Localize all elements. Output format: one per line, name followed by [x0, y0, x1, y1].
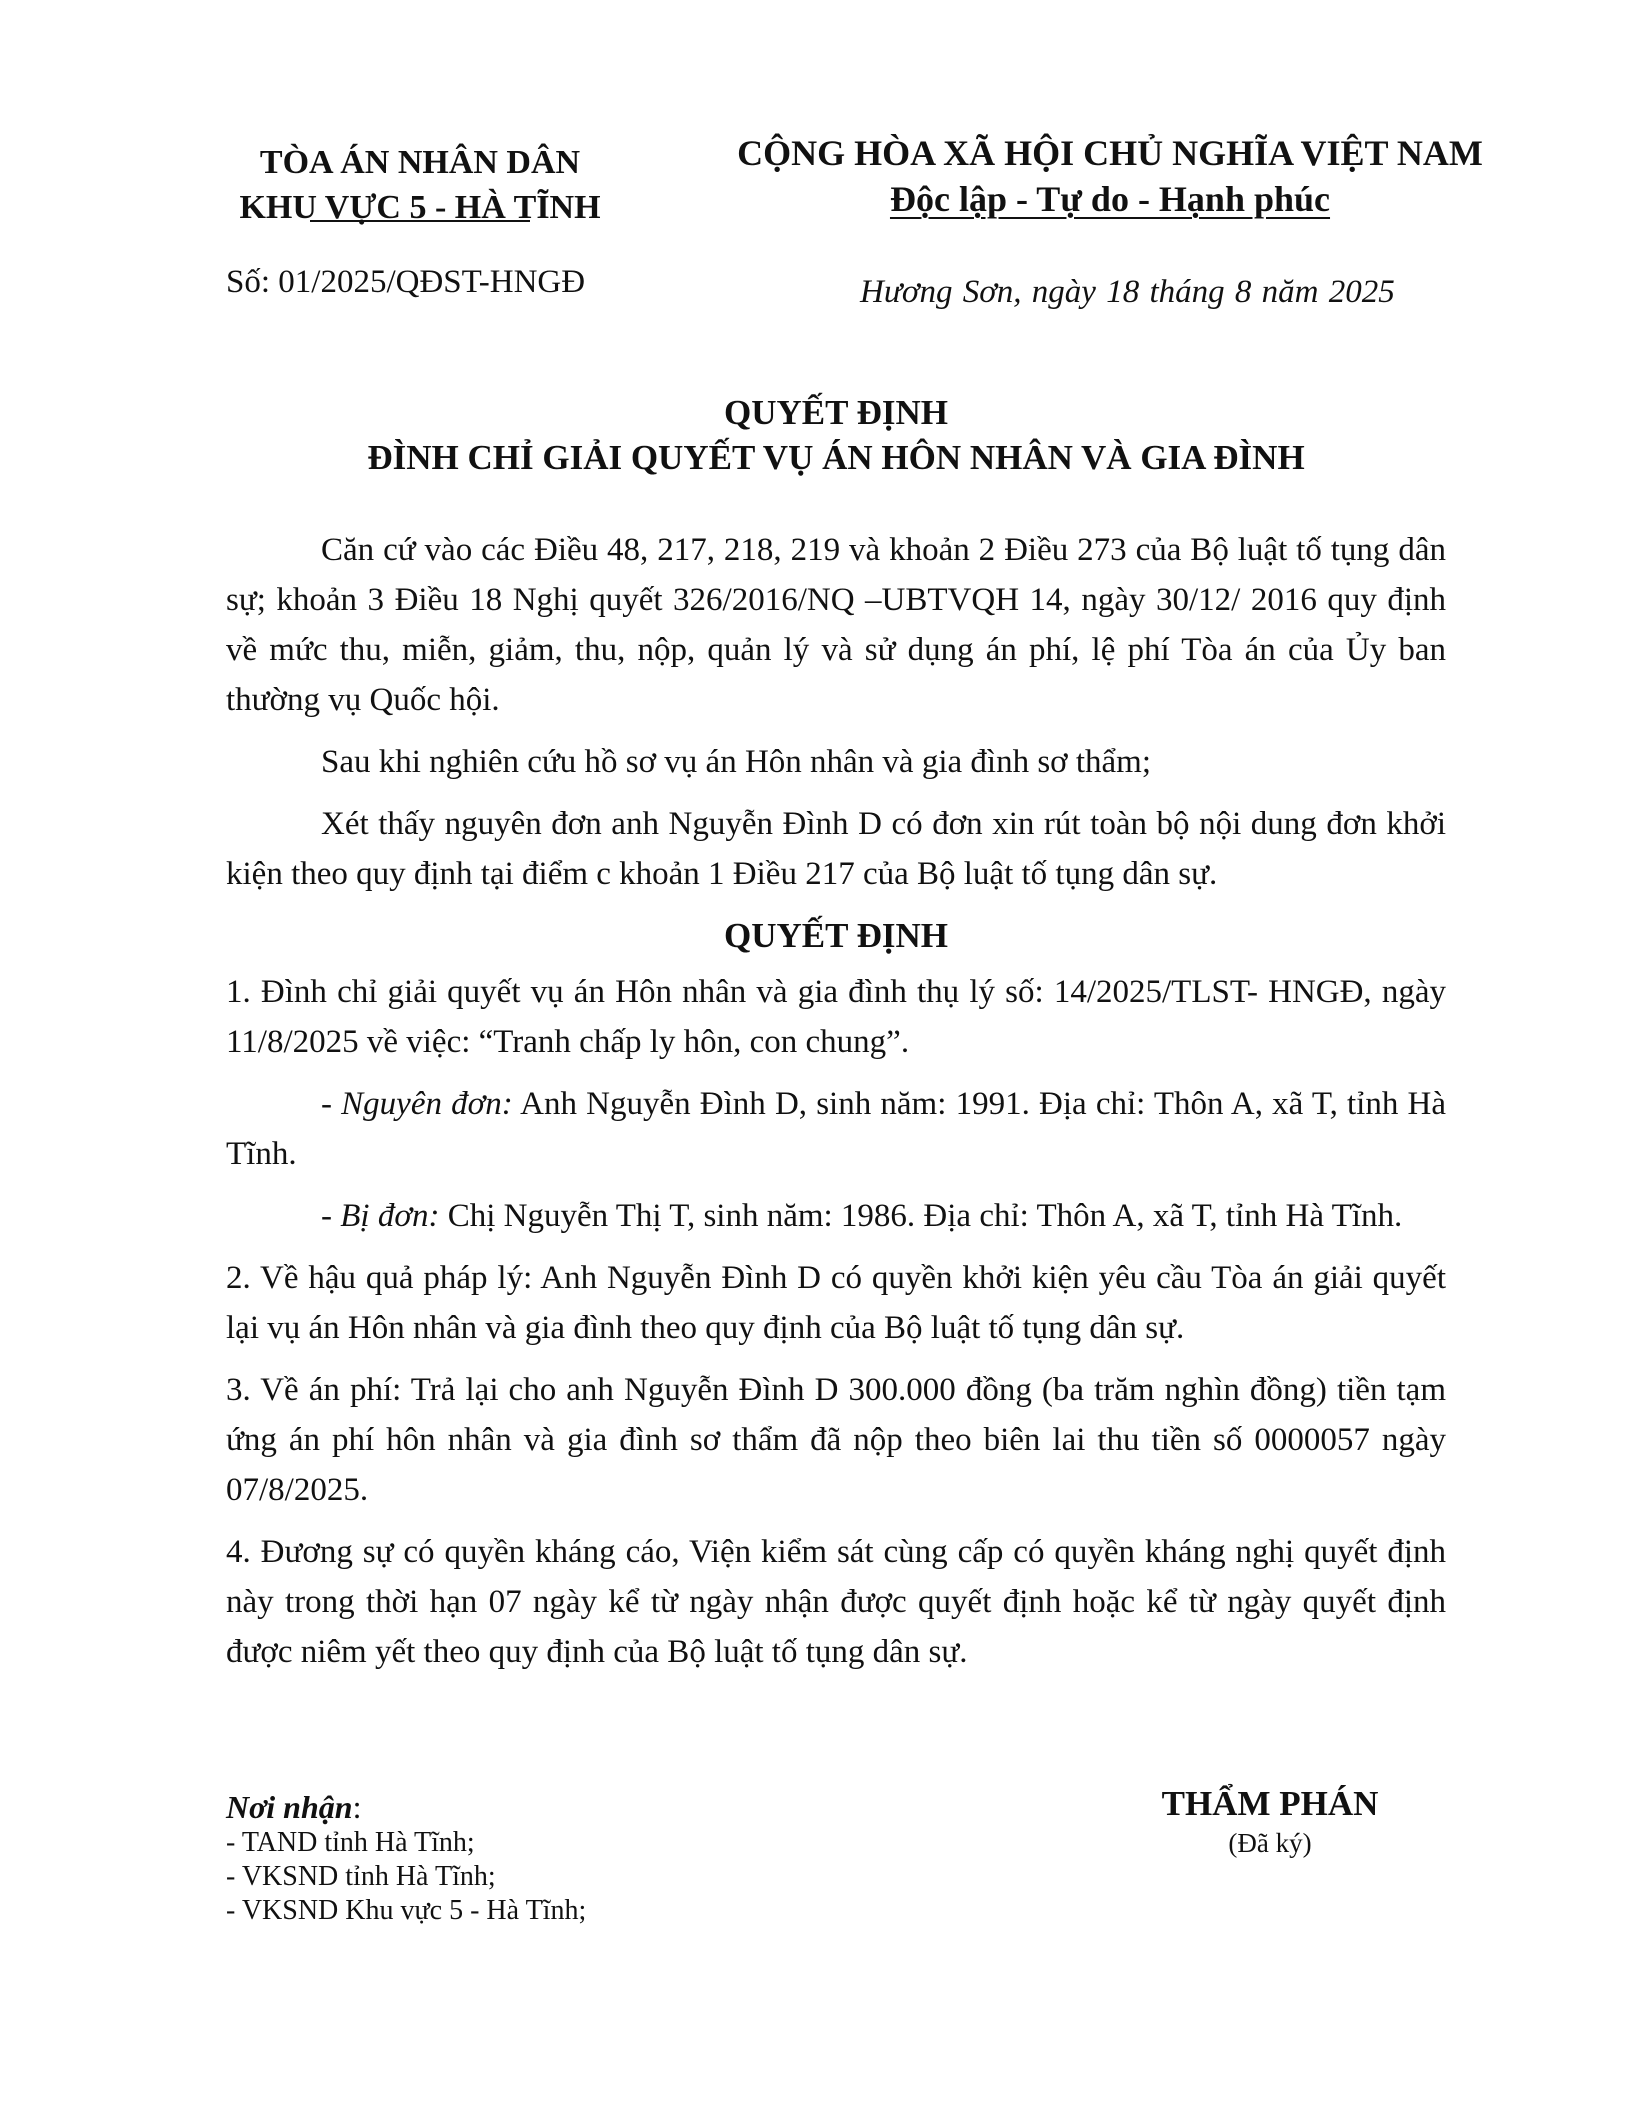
- research-paragraph: Sau khi nghiên cứu hồ sơ vụ án Hôn nhân và gia đình sơ thẩm;: [321, 744, 1152, 780]
- signature-block: [1080, 1782, 1460, 1860]
- recipients-block: [226, 1788, 586, 1928]
- document-body: [226, 525, 1446, 1689]
- recipient-item: - TAND tỉnh Hà Tĩnh;: [226, 1827, 475, 1858]
- decision-item-1: 1. Đình chỉ giải quyết vụ án Hôn nhân và gia đình thụ lý số: 14/2025/TLST- HNGĐ, ngày 11/8/2025 về việc: “Tranh chấp ly hôn, con chung”.: [226, 974, 1446, 1060]
- court-name-underline: [310, 220, 530, 222]
- court-name: [200, 140, 640, 230]
- document-title-line1: QUYẾT ĐỊNH: [724, 393, 948, 432]
- plaintiff-text: Anh Nguyễn Đình D, sinh năm: 1991. Địa chỉ: Thôn A, xã T, tỉnh Hà Tĩnh.: [226, 1086, 1447, 1172]
- recipients-heading-line: Nơi nhận:: [226, 1789, 362, 1825]
- decision-heading: QUYẾT ĐỊNH: [724, 916, 948, 955]
- decision-item-3: 3. Về án phí: Trả lại cho anh Nguyễn Đình D 300.000 đồng (ba trăm nghìn đồng) tiền tạm ứng án phí hôn nhân và gia đình sơ thẩm đã nộp theo biên lai thu tiền số 0000057 ngày 07/8/2025.: [226, 1372, 1446, 1508]
- recipient-item: - VKSND tỉnh Hà Tĩnh;: [226, 1861, 496, 1892]
- case-number: Số: 01/2025/QĐST-HNGĐ: [226, 264, 586, 300]
- legal-basis-paragraph: Căn cứ vào các Điều 48, 217, 218, 219 và khoản 2 Điều 273 của Bộ luật tố tụng dân sự; khoản 3 Điều 18 Nghị quyết 326/2016/NQ –UBTVQH 14, ngày 30/12/ 2016 quy định về mức thu, miễn, giảm, thu, nộp, quản lý và sử dụng án phí, lệ phí Tòa án của Ủy ban thường vụ Quốc hội.: [226, 532, 1446, 718]
- place-date: Hương Sơn, ngày 18 tháng 8 năm 2025: [860, 274, 1395, 310]
- national-motto: Độc lập - Tự do - Hạnh phúc: [889, 179, 1331, 219]
- nation-title: CỘNG HÒA XÃ HỘI CHỦ NGHĨA VIỆT NAM: [737, 133, 1483, 173]
- defendant-paragraph: - Bị đơn: Chị Nguyễn Thị T, sinh năm: 1986. Địa chỉ: Thôn A, xã T, tỉnh Hà Tĩnh.: [321, 1198, 1403, 1234]
- court-name-line2: KHU VỰC 5 - HÀ TĨNH: [239, 189, 601, 226]
- court-name-line1: TÒA ÁN NHÂN DÂN: [259, 144, 581, 181]
- national-header: [720, 130, 1500, 222]
- plaintiff-paragraph: - Nguyên đơn: Anh Nguyễn Đình D, sinh năm: 1991. Địa chỉ: Thôn A, xã T, tỉnh Hà Tĩnh.: [226, 1086, 1447, 1172]
- decision-item-4: 4. Đương sự có quyền kháng cáo, Viện kiểm sát cùng cấp có quyền kháng nghị quyết định này trong thời hạn 07 ngày kể từ ngày nhận được quyết định hoặc kể từ ngày quyết định được niêm yết theo quy định của Bộ luật tố tụng dân sự.: [226, 1534, 1446, 1670]
- defendant-label: Bị đơn:: [340, 1198, 440, 1234]
- recipients-heading: Nơi nhận: [226, 1789, 353, 1825]
- defendant-text: Chị Nguyễn Thị T, sinh năm: 1986. Địa chỉ: Thôn A, xã T, tỉnh Hà Tĩnh.: [439, 1198, 1403, 1234]
- decision-item-2: 2. Về hậu quả pháp lý: Anh Nguyễn Đình D có quyền khởi kiện yêu cầu Tòa án giải quyết lại vụ án Hôn nhân và gia đình theo quy định của Bộ luật tố tụng dân sự.: [226, 1260, 1446, 1346]
- consideration-paragraph: Xét thấy nguyên đơn anh Nguyễn Đình D có đơn xin rút toàn bộ nội dung đơn khởi kiện theo quy định tại điểm c khoản 1 Điều 217 của Bộ luật tố tụng dân sự.: [226, 806, 1446, 892]
- judge-title: THẨM PHÁN: [1161, 1784, 1379, 1823]
- plaintiff-label: Nguyên đơn:: [341, 1086, 513, 1122]
- document-title-line2: ĐÌNH CHỈ GIẢI QUYẾT VỤ ÁN HÔN NHÂN VÀ GIA ĐÌNH: [367, 438, 1305, 477]
- document-title: [226, 390, 1446, 480]
- recipient-item: - VKSND Khu vực 5 - Hà Tĩnh;: [226, 1895, 587, 1926]
- signature-status: (Đã ký): [1228, 1828, 1312, 1858]
